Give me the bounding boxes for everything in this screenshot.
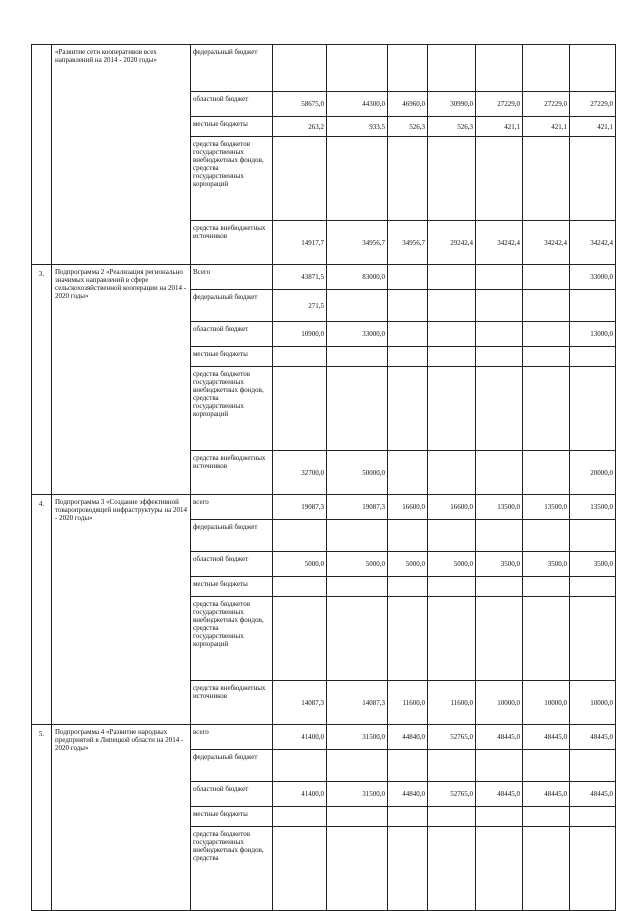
subprogram-title-cell: Подпрограмма 4 «Развитие народных предприятий в Липецкой области на 2014 - 2020 годы» [52, 725, 191, 911]
amount-cell [476, 347, 523, 367]
funding-source-cell: средства бюджетов государственных внебюджетных фондов, средства государственных корпораций [191, 137, 273, 221]
amount-cell: 58675,0 [273, 92, 327, 117]
amount-cell: 31500,0 [327, 725, 388, 750]
amount-cell [428, 347, 476, 367]
amount-cell: 32700,0 [273, 451, 327, 495]
amount-cell: 29242,4 [428, 221, 476, 265]
amount-cell: 14917,7 [273, 221, 327, 265]
amount-cell: 48445,0 [570, 725, 616, 750]
row-number-cell [32, 45, 52, 265]
amount-cell [523, 322, 570, 347]
amount-cell [523, 367, 570, 451]
amount-cell [388, 367, 428, 451]
subprogram-title-cell: Подпрограмма 3 «Создание эффективной товаропроводящей инфраструктуры на 2014 - 2020 годы» [52, 495, 191, 725]
amount-cell [570, 347, 616, 367]
funding-source-cell: Всего [191, 265, 273, 290]
amount-cell: 34242,4 [476, 221, 523, 265]
funding-source-cell: местные бюджеты [191, 347, 273, 367]
funding-source-cell: всего [191, 725, 273, 750]
amount-cell [327, 520, 388, 552]
amount-cell: 50000,0 [327, 451, 388, 495]
amount-cell [428, 451, 476, 495]
amount-cell: 19087,3 [327, 495, 388, 520]
amount-cell [570, 367, 616, 451]
amount-cell [476, 597, 523, 681]
amount-cell [388, 322, 428, 347]
amount-cell [570, 45, 616, 92]
amount-cell [273, 45, 327, 92]
amount-cell [570, 290, 616, 322]
amount-cell: 271,5 [273, 290, 327, 322]
amount-cell [523, 265, 570, 290]
funding-source-cell: областной бюджет [191, 782, 273, 807]
subprogram-title-cell: Подпрограмма 2 «Реализация регионально значимых направлений в сфере сельскохозяйственной кооперации на 2014 - 2020 годы» [52, 265, 191, 495]
amount-cell [570, 597, 616, 681]
amount-cell: 30990,0 [428, 92, 476, 117]
amount-cell [273, 577, 327, 597]
amount-cell: 48445,0 [570, 782, 616, 807]
amount-cell [428, 750, 476, 782]
amount-cell [476, 577, 523, 597]
funding-source-cell: средства бюджетов государственных внебюджетных фондов, средства государственных корпораций [191, 367, 273, 451]
amount-cell: 526,3 [428, 117, 476, 137]
amount-cell: 14087,3 [273, 681, 327, 725]
amount-cell [327, 45, 388, 92]
amount-cell [327, 807, 388, 827]
amount-cell [273, 137, 327, 221]
funding-source-cell: средства бюджетов государственных внебюджетных фондов, средства [191, 827, 273, 911]
subprogram-title-cell: «Развитие сети кооперативов всех направлений на 2014 - 2020 годы» [52, 45, 191, 265]
amount-cell [428, 45, 476, 92]
amount-cell [428, 520, 476, 552]
funding-source-cell: средства внебюджетных источников [191, 681, 273, 725]
funding-source-cell: областной бюджет [191, 552, 273, 577]
amount-cell [570, 807, 616, 827]
amount-cell [476, 265, 523, 290]
amount-cell [476, 45, 523, 92]
amount-cell [428, 827, 476, 911]
funding-source-cell: средства внебюджетных источников [191, 451, 273, 495]
amount-cell: 41400,0 [273, 725, 327, 750]
amount-cell: 11600,0 [428, 681, 476, 725]
amount-cell: 10000,0 [523, 681, 570, 725]
amount-cell: 27229,0 [476, 92, 523, 117]
amount-cell: 10000,0 [476, 681, 523, 725]
amount-cell [273, 827, 327, 911]
amount-cell: 19087,3 [273, 495, 327, 520]
amount-cell [476, 451, 523, 495]
amount-cell [428, 597, 476, 681]
amount-cell [388, 520, 428, 552]
funding-source-cell: федеральный бюджет [191, 45, 273, 92]
amount-cell [428, 807, 476, 827]
amount-cell [476, 750, 523, 782]
amount-cell [428, 322, 476, 347]
amount-cell [273, 750, 327, 782]
amount-cell: 33000,0 [327, 322, 388, 347]
amount-cell: 3500,0 [476, 552, 523, 577]
amount-cell [327, 290, 388, 322]
amount-cell: 16600,0 [388, 495, 428, 520]
amount-cell [388, 137, 428, 221]
amount-cell: 34956,7 [327, 221, 388, 265]
amount-cell: 27229,0 [570, 92, 616, 117]
amount-cell: 31500,0 [327, 782, 388, 807]
amount-cell: 33000,0 [570, 265, 616, 290]
amount-cell [273, 347, 327, 367]
amount-cell: 52765,0 [428, 725, 476, 750]
amount-cell [523, 827, 570, 911]
amount-cell [523, 45, 570, 92]
amount-cell [388, 45, 428, 92]
amount-cell: 48445,0 [476, 725, 523, 750]
funding-source-cell: местные бюджеты [191, 807, 273, 827]
amount-cell [388, 290, 428, 322]
funding-source-cell: всего [191, 495, 273, 520]
amount-cell [476, 290, 523, 322]
amount-cell [273, 367, 327, 451]
amount-cell [523, 290, 570, 322]
amount-cell: 83000,0 [327, 265, 388, 290]
amount-cell: 5000,0 [273, 552, 327, 577]
amount-cell: 20000,0 [570, 451, 616, 495]
amount-cell: 48445,0 [476, 782, 523, 807]
amount-cell [570, 750, 616, 782]
amount-cell: 11600,0 [388, 681, 428, 725]
amount-cell [327, 347, 388, 367]
amount-cell: 27229,0 [523, 92, 570, 117]
amount-cell [388, 451, 428, 495]
table-row [32, 725, 616, 750]
funding-source-cell: федеральный бюджет [191, 750, 273, 782]
amount-cell: 46960,0 [388, 92, 428, 117]
amount-cell: 41400,0 [273, 782, 327, 807]
amount-cell [523, 520, 570, 552]
amount-cell [273, 807, 327, 827]
amount-cell [388, 265, 428, 290]
amount-cell [523, 597, 570, 681]
amount-cell [476, 827, 523, 911]
amount-cell [388, 577, 428, 597]
amount-cell [428, 290, 476, 322]
funding-source-cell: местные бюджеты [191, 577, 273, 597]
funding-source-cell: областной бюджет [191, 322, 273, 347]
amount-cell: 3500,0 [523, 552, 570, 577]
budget-table-body [32, 45, 616, 911]
amount-cell [327, 577, 388, 597]
funding-source-cell: областной бюджет [191, 92, 273, 117]
amount-cell: 14087,3 [327, 681, 388, 725]
amount-cell: 44300,0 [327, 92, 388, 117]
amount-cell [327, 597, 388, 681]
amount-cell [476, 367, 523, 451]
amount-cell [428, 265, 476, 290]
amount-cell: 13000,0 [570, 322, 616, 347]
amount-cell: 34242,4 [570, 221, 616, 265]
amount-cell [570, 577, 616, 597]
budget-table [31, 44, 616, 911]
amount-cell [523, 577, 570, 597]
amount-cell: 34956,7 [388, 221, 428, 265]
amount-cell [388, 807, 428, 827]
funding-source-cell: средства бюджетов государственных внебюджетных фондов, средства государственных корпораций [191, 597, 273, 681]
amount-cell [327, 827, 388, 911]
amount-cell: 421,1 [570, 117, 616, 137]
amount-cell [327, 750, 388, 782]
amount-cell: 421,1 [476, 117, 523, 137]
amount-cell: 48445,0 [523, 725, 570, 750]
funding-source-cell: местные бюджеты [191, 117, 273, 137]
amount-cell [388, 827, 428, 911]
amount-cell [388, 597, 428, 681]
amount-cell: 13500,0 [570, 495, 616, 520]
amount-cell: 263,2 [273, 117, 327, 137]
amount-cell: 5000,0 [327, 552, 388, 577]
row-number-cell: 3. [32, 265, 52, 495]
amount-cell [476, 807, 523, 827]
amount-cell: 44840,0 [388, 725, 428, 750]
table-row [32, 495, 616, 520]
amount-cell [428, 367, 476, 451]
table-row [32, 45, 616, 92]
amount-cell: 5000,0 [388, 552, 428, 577]
amount-cell: 3500,0 [570, 552, 616, 577]
amount-cell: 421,1 [523, 117, 570, 137]
amount-cell [523, 137, 570, 221]
amount-cell [523, 807, 570, 827]
amount-cell [428, 577, 476, 597]
amount-cell: 52765,0 [428, 782, 476, 807]
amount-cell [523, 347, 570, 367]
amount-cell: 43871,5 [273, 265, 327, 290]
amount-cell: 44840,0 [388, 782, 428, 807]
amount-cell [388, 750, 428, 782]
amount-cell [428, 137, 476, 221]
funding-source-cell: федеральный бюджет [191, 290, 273, 322]
amount-cell: 34242,4 [523, 221, 570, 265]
amount-cell [327, 137, 388, 221]
budget-table-page [31, 44, 615, 862]
row-number-cell: 4. [32, 495, 52, 725]
amount-cell [327, 367, 388, 451]
amount-cell: 526,3 [388, 117, 428, 137]
amount-cell [570, 137, 616, 221]
table-row [32, 265, 616, 290]
funding-source-cell: федеральный бюджет [191, 520, 273, 552]
amount-cell [476, 322, 523, 347]
amount-cell [476, 520, 523, 552]
amount-cell [523, 451, 570, 495]
amount-cell: 48445,0 [523, 782, 570, 807]
amount-cell [570, 520, 616, 552]
amount-cell: 10900,0 [273, 322, 327, 347]
amount-cell: 13500,0 [476, 495, 523, 520]
amount-cell [273, 520, 327, 552]
amount-cell: 13500,0 [523, 495, 570, 520]
amount-cell [388, 347, 428, 367]
row-number-cell: 5. [32, 725, 52, 911]
amount-cell: 16600,0 [428, 495, 476, 520]
amount-cell [523, 750, 570, 782]
amount-cell [570, 827, 616, 911]
amount-cell: 933,5 [327, 117, 388, 137]
amount-cell: 10000,0 [570, 681, 616, 725]
funding-source-cell: средства внебюджетных источников [191, 221, 273, 265]
amount-cell [273, 597, 327, 681]
amount-cell [476, 137, 523, 221]
amount-cell: 5000,0 [428, 552, 476, 577]
